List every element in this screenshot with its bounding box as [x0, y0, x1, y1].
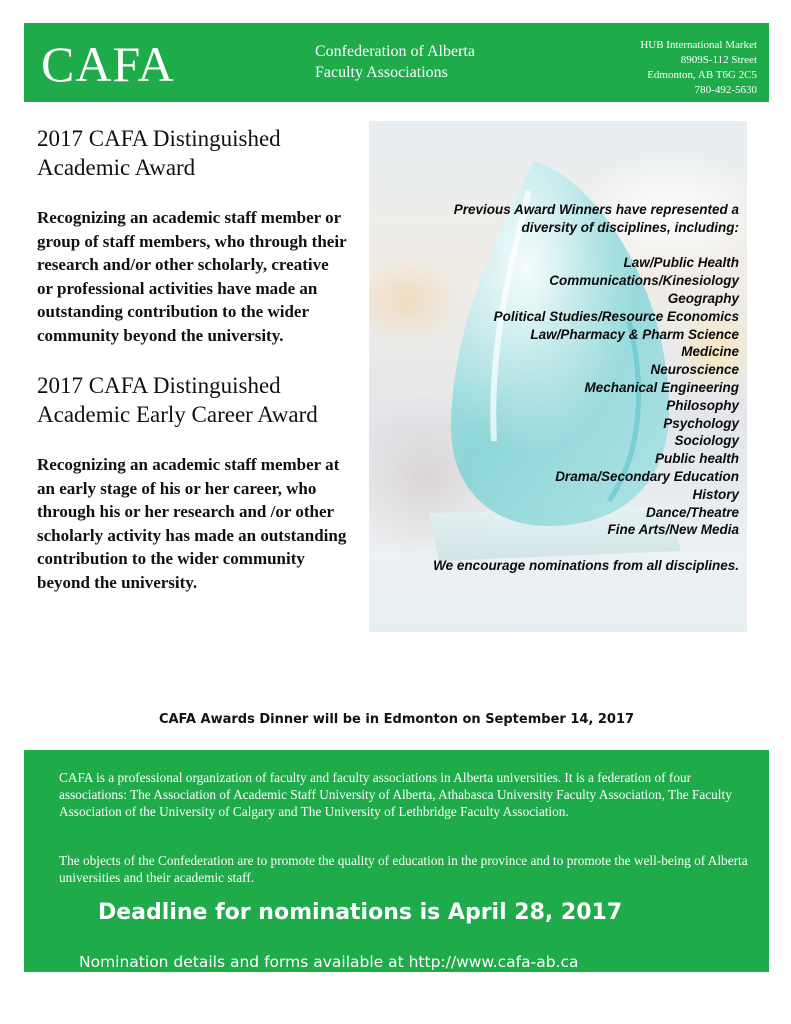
- discipline-item: Drama/Secondary Education: [555, 468, 739, 484]
- discipline-item: Neuroscience: [650, 362, 739, 378]
- winners-intro: [379, 201, 739, 237]
- awards-dinner-notice: CAFA Awards Dinner will be in Edmonton on September 14, 2017: [158, 712, 635, 727]
- awards-section: [37, 124, 347, 594]
- phone-number: 780-492-5630: [694, 84, 757, 96]
- org-name-line: Faculty Associations: [315, 64, 448, 81]
- nomination-details-link[interactable]: Nomination details and forms available at http://www.cafa-ab.ca: [79, 953, 579, 971]
- footer-banner: [24, 750, 769, 972]
- nomination-deadline: Deadline for nominations is April 28, 2017: [98, 900, 623, 925]
- about-paragraph: CAFA is a professional organization of faculty and faculty associations in Alberta universities. It is a federation of four associations: The Association of Academic Staff University of Alberta, Athabasca University Faculty Association, The Faculty Association of the University of Calgary and The University of Lethbridge Faculty Association.: [59, 770, 732, 820]
- discipline-item: Geography: [667, 290, 739, 306]
- discipline-item: Communications/Kinesiology: [549, 273, 739, 289]
- discipline-item: Fine Arts/New Media: [607, 522, 739, 538]
- discipline-item: Philosophy: [666, 397, 739, 413]
- award-description: Recognizing an academic staff member or group of staff members, who through their research and/or other scholarly, creative or professional activities have made an outstanding contribution to the wider community beyond the university.: [37, 208, 347, 345]
- address-line: HUB International Market: [640, 39, 757, 51]
- organization-name: [315, 41, 475, 83]
- award-trophy-photo: [369, 121, 747, 632]
- discipline-item: Public health: [654, 451, 739, 467]
- discipline-item: Dance/Theatre: [645, 504, 739, 520]
- discipline-item: Medicine: [681, 344, 739, 360]
- award-title: 2017 CAFA Distinguished Academic Early Career Award: [37, 373, 318, 427]
- winners-closing-note: We encourage nominations from all disciplines.: [433, 557, 739, 573]
- winners-intro-line: diversity of disciplines, including:: [521, 219, 739, 235]
- discipline-item: Political Studies/Resource Economics: [493, 308, 739, 324]
- address-line: 8909S-112 Street: [680, 54, 757, 66]
- disciplines-list: [379, 254, 739, 539]
- objectives-paragraph: The objects of the Confederation are to promote the quality of education in the province and to promote the well-being of Alberta universities and their academic staff.: [59, 853, 748, 886]
- award-description: Recognizing an academic staff member at an early stage of his or her career, who through his or her research and /or other scholarly activity has made an outstanding contribution to the wider community beyond the university.: [37, 455, 347, 592]
- cafa-logo: CAFA: [41, 36, 175, 92]
- contact-address: [640, 38, 757, 98]
- discipline-item: Mechanical Engineering: [584, 379, 739, 395]
- discipline-item: Sociology: [674, 433, 739, 449]
- discipline-item: History: [692, 486, 739, 502]
- discipline-item: Law/Public Health: [623, 255, 739, 271]
- previous-winners-list: [379, 201, 739, 575]
- header-banner: [24, 23, 769, 102]
- winners-intro-line: Previous Award Winners have represented a: [453, 202, 739, 217]
- org-name-line: Confederation of Alberta: [315, 43, 475, 60]
- discipline-item: Law/Pharmacy & Pharm Science: [530, 326, 739, 342]
- address-line: Edmonton, AB T6G 2C5: [647, 69, 757, 81]
- award-title: 2017 CAFA Distinguished Academic Award: [37, 126, 281, 180]
- discipline-item: Psychology: [663, 415, 739, 431]
